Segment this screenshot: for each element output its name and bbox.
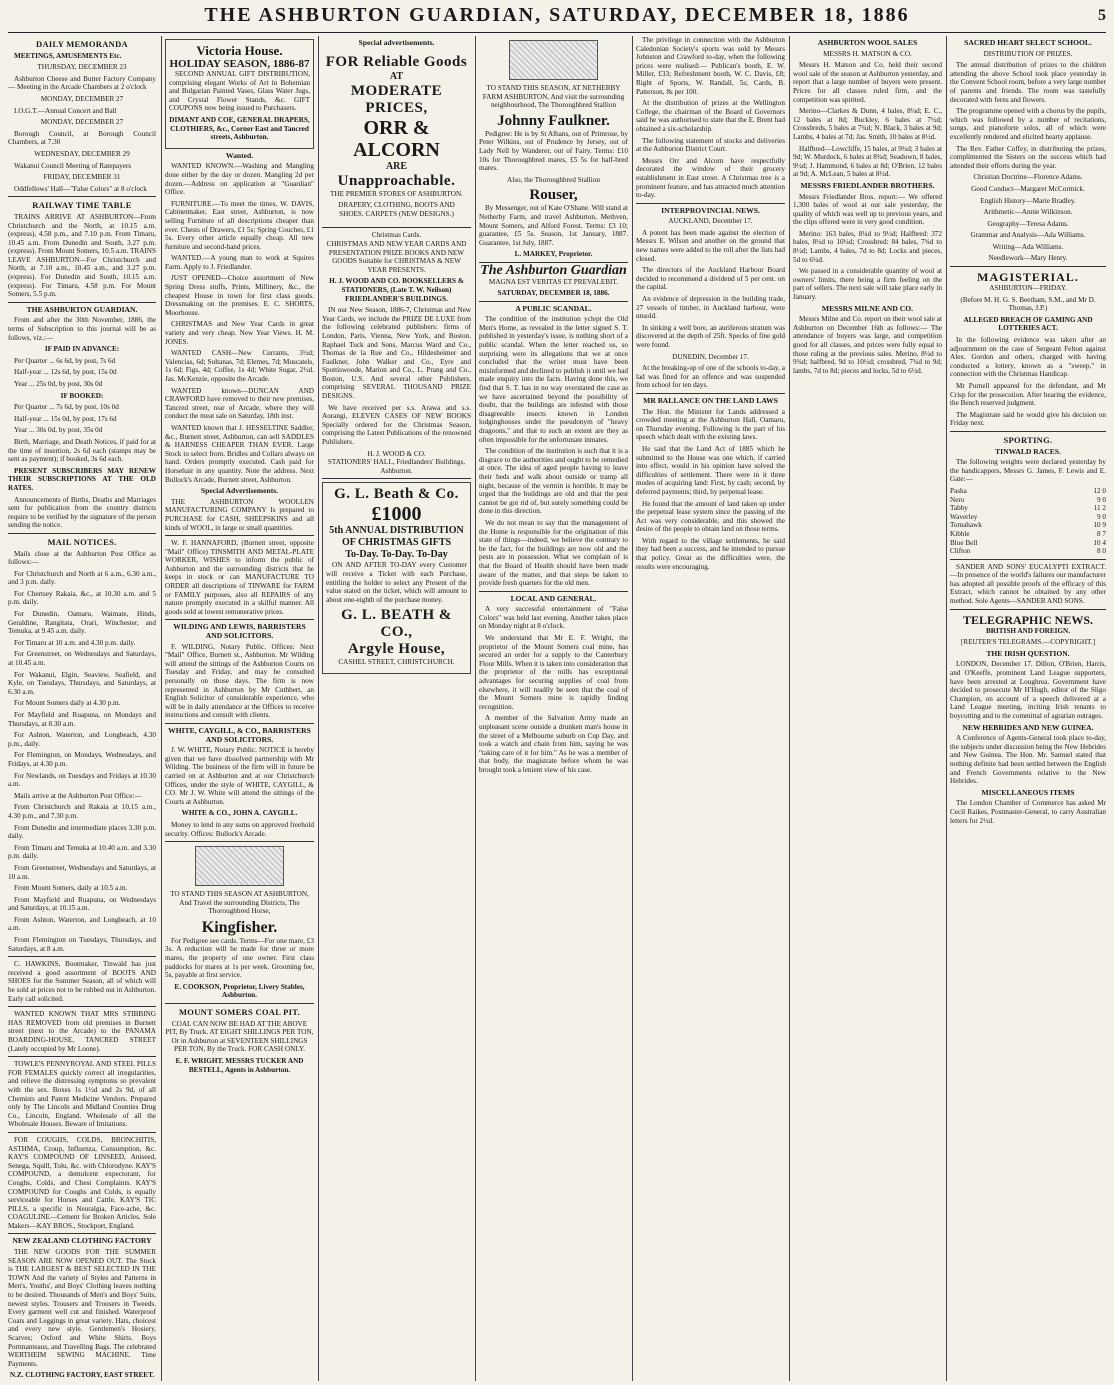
arawa-text: We have received per s.s. Arawa and s.s. Aorangi, ELEVEN CASES OF NEW BOOKS Specially ordered for the Christmas Season, comprising the Latest Publications of the renowned Publishers. bbox=[322, 403, 471, 447]
prize-item: English History—Marie Bradley. bbox=[980, 196, 1076, 205]
divider bbox=[8, 196, 156, 197]
memo-line: Wakanui Council Meeting of Ratepayers bbox=[14, 161, 132, 170]
stores-lines: DRAPERY, CLOTHING, BOOTS AND SHOES. CARPETS (NEW DESIGNS.) bbox=[338, 201, 455, 218]
telegraphic-sub: BRITISH AND FOREIGN. bbox=[985, 626, 1071, 635]
coal-signature: E. F. WRIGHT. MESSRS TUCKER AND BESTELL, Agents in Ashburton. bbox=[175, 1057, 304, 1074]
guardian-text: From and after the 30th November, 1886, the terms of Subscription to this journal will be as follows, viz.:— bbox=[8, 316, 156, 342]
divider bbox=[479, 301, 628, 302]
mail-line: For Newlands, on Tuesdays and Fridays at 10.30 a.m. bbox=[8, 771, 156, 789]
column-rule bbox=[632, 36, 633, 1381]
beath-address: CASHEL STREET, CHRISTCHURCH. bbox=[338, 658, 455, 667]
rouser-body: By Messenger, out of Kate O'Shane. Will stand at Netherby Farm, and travel Ashburton, Methven, Mount Somers, and Alford Forest. Terms: £3 10; guarantee, £5 5s. Season, 1st January, 1887. Guarantee, 1st July, 1887. bbox=[479, 204, 628, 247]
horse-illustration bbox=[509, 40, 598, 80]
scandal-paragraph: We do not mean to say that the management of the Home is responsible for the origination of this state of things—indeed, we believe the contrary to be the fact, for the buildings are now old and the pests are in possession. What we complain of is that the Board of Health should have been made aware of the matter, and that steps be taken to provide fresh quarters for the old men. bbox=[479, 518, 628, 588]
weight-row bbox=[950, 513, 1106, 522]
mail-line: Mails close at the Ashburton Post Office as follows:— bbox=[8, 549, 156, 567]
mail-line: For Greenstreet, on Wednesdays and Saturdays, at 10.45 a.m. bbox=[8, 650, 156, 668]
sacred-heart-paragraph: The programme opened with a chorus by the pupils, which was followed by a number of recitations, songs, and pianoforte solos, all of which were excellently rendered and elicited hearty applause. bbox=[950, 107, 1106, 141]
column-7 bbox=[950, 36, 1106, 1381]
horse-weight: 9 0 bbox=[1097, 512, 1106, 521]
ballance-heading: MR BALLANCE ON THE LAND LAWS bbox=[643, 395, 778, 405]
mail-line: For Dunedin, Oamaru, Waimate, Hinds, Geraldine, Rangitata, Orari, Winchester, and Temuka, at 9.45 a.m. daily. bbox=[8, 610, 156, 636]
mail-line: Mails arrive at the Ashburton Post Office:— bbox=[14, 791, 142, 800]
mail-line: From Flemington on Tuesdays, Thursdays, and Saturdays, at 8 a.m. bbox=[8, 936, 156, 953]
coal-text: COAL CAN NOW BE HAD AT THE ABOVE PIT, By Truck. AT EIGHT SHILLINGS PER TON, Or in Ashburton at SEVENTEEN SHILLINGS PER TON, By the Truck. FOR CASH ONLY. bbox=[165, 1019, 314, 1054]
towles-ad: TOWLE'S PENNYROYAL AND STEEL PILLS FOR FEMALES quickly correct all irregularities, and relieve the distressing symptoms so prevalent with the sex. Boxes 1s 1½d and 2s 9d, of all Chemists and Patent Medicine Vendors. Prepared only by The Lincoln and Midland Counties Drug Co., Lincoln, England. Wholesale of all the Wholesale Houses. Beware of Imitations. bbox=[8, 1060, 156, 1129]
misc-heading: MISCELLANEOUS ITEMS bbox=[981, 787, 1075, 797]
editorial-date: SATURDAY, DECEMBER 18, 1886. bbox=[497, 289, 610, 298]
horse-weight: 8 7 bbox=[1097, 529, 1106, 538]
mail-line: For Mount Somers daily at 4.30 p.m. bbox=[14, 699, 121, 708]
irish-text: LONDON, December 17. Dillon, O'Brien, Harris, and O'Keeffe, prominent Land League supporters, have been arrested at Loughrea. Government have decided to prosecute Mr H'Hugh, editor of the Sligo Champion, on account of a speech delivered at a Land League meeting, inciting Irish tenants to boycotting and to the committal of agrarian outrages. bbox=[950, 660, 1106, 720]
victoria-house-ad bbox=[165, 39, 314, 149]
scandal-paragraph: The condition of the institution yclept the Old Men's Home, as revealed in the letter signed S. T. published in yesterday's issue, is nothing short of a public scandal. When the letter reached us, so surprising were its allegations that we at once concluded that the writer must have been misinformed and declined to publish it until we had made enquiry into the facts. Having done this, we find that S. T. has in no way overstated the case as we have ascertained beyond the possibility of doubt, that the buildings are infested with those disagreeable insects known in London lodginghouses under the pseudonym of "heavy dragoons," and that to such an extent are they as often impossible for the unfortunate inmates. bbox=[479, 315, 628, 444]
ballance-paragraph: With regard to the village settlements, he said they had been a success, and he intended to pursue that policy. Great as the difficulties were, the results were encouraging. bbox=[636, 536, 785, 571]
divider bbox=[950, 431, 1106, 432]
inter-paragraph: In sinking a well bore, an auriferous stratum was discovered at the depth of 25ft. Specks of fine gold were found. bbox=[636, 323, 785, 349]
divider bbox=[165, 723, 314, 724]
magisterial-paragraph: In the following evidence was taken after an adjournment on the case of Sergeant Felton against Alex. Gordon and others, charged with having conducted a lottery, known as a "sweep," in connection with the Christmas Handicap. bbox=[950, 336, 1106, 379]
local-paragraph: We understand that Mr E. F. Wright, the proprietor of the Mount Somers coal mine, has secured an order for a supply to the Canterbury Flour Mills. When it is taken into consideration that the proprietor of the mills has exceptional advantages for securing supplies of coal from elsewhere, it will readily be seen that the coal of the Mount Somers mine is rapidly finding recognition. bbox=[479, 634, 628, 711]
sacred-heart-sub: DISTRIBUTION OF PRIZES. bbox=[983, 49, 1073, 58]
mail-line: For Wakanui, Elgin, Seaview, Seafield, and Kyle, on Tuesdays, Thursdays, and Saturdays, at 6.30 a.m. bbox=[8, 670, 156, 696]
beath-distribution: 5th ANNUAL DISTRIBUTION OF CHRISTMAS GIFTS bbox=[329, 525, 464, 549]
wool-paragraph: Messrs H. Matson and Co. held their second wool sale of the season at Ashburton yesterday, and report that a large number of buyers were present. Prices for all classes ruled firm, and the competition was spirited. bbox=[793, 61, 942, 104]
mail-line: For Christchurch and North at 6 a.m., 6.30 a.m., and 3 p.m. daily. bbox=[8, 569, 156, 587]
horse-name: Clifton bbox=[950, 547, 971, 556]
inter-heading: INTERPROVINCIAL NEWS. bbox=[661, 205, 760, 215]
rouser-title: Rouser, bbox=[529, 187, 578, 204]
rate-line: Year ... 30s 0d, by post, 35s 0d bbox=[14, 426, 103, 435]
column-2 bbox=[165, 36, 314, 1381]
beath-body: ON AND AFTER TO-DAY every Customer will receive a Ticket with each Purchase, entitling the holder to select any Present of the value stated on the ticket, which will amount to about one-eighth of the purchase money. bbox=[326, 561, 467, 604]
mail-line: For Ashton, Waterton, and Longbeach, 4.30 p.m., daily. bbox=[8, 731, 156, 748]
weights-table bbox=[950, 487, 1106, 556]
prize-item: Arithmetic—Annie Wilkinson. bbox=[983, 208, 1073, 217]
scandal-heading: A PUBLIC SCANDAL. bbox=[515, 303, 592, 313]
divider bbox=[165, 841, 314, 842]
horse-weight: 12 0 bbox=[1093, 486, 1106, 495]
horse-name: Tomahawk bbox=[950, 521, 982, 530]
divider bbox=[636, 203, 785, 204]
mail-line: For Mayfield and Ruapuna, on Mondays and Thursdays, at 8.30 a.m. bbox=[8, 711, 156, 728]
ballance-paragraph: He said that the Land Act of 1885 which he submitted to the House was one which, if carried into effect, would in his opinion have solved the difficulties of settlement. There were in it three modes of acquiring land: First, by cash; second, by deferred payments; third, by perpetual lease. bbox=[636, 444, 785, 496]
hj-wood-body: IN our New Season, 1886-7, Christmas and New Year Cards, we include the PRIZE DE LUXE from the following celebrated publishers: firms of London, Paris, Vienna, New York, and Boston. Raphael Tuck and Sons, Marcus Ward and Co., Thomas de la Rue and Co., Hildesheimer and Faulkner, John Walker and Co., Eyre and Spottiswoode, Marion and Co., L. Prang and Co., Boston, U.S. And several other Publishers, comprising SEVERAL THOUSAND PRIZE DESIGNS. bbox=[322, 306, 471, 401]
beath-ad bbox=[322, 482, 471, 674]
mail-line: From Dunedin and intermediate places 3.30 p.m. daily. bbox=[8, 823, 156, 841]
mail-line: For Chertsey Rakaia, &c., at 10.30 a.m. and 5 p.m. daily. bbox=[8, 589, 156, 607]
unapproachable: Unapproachable. bbox=[337, 172, 456, 189]
reliable-goods: FOR Reliable Goods bbox=[325, 53, 468, 70]
hebrides-heading: NEW HEBRIDES AND NEW GUINEA. bbox=[962, 722, 1094, 732]
inter-paragraph: At the breaking-up of one of the schools to-day, a lad was fined for an offence and was suspended from school for ten days. bbox=[636, 364, 785, 390]
memo-line: THURSDAY, DECEMBER 23 bbox=[37, 63, 127, 72]
mail-heading: MAIL NOTICES. bbox=[47, 536, 117, 547]
railway-text: TRAINS ARRIVE AT ASHBURTON—From Christchurch and the North, at 10.15 a.m. (express), 4.58 p.m., and 7.10 p.m. From Timaru, 10.45 a.m. From Dunedin and South, 3.27 p.m. (express). From Mount Somers, 10.5 a.m. TRAINS LEAVE ASHBURTON—For Christchurch and North, at 7.10 a.m., 10.45 a.m., and 3.27 p.m. (express). For Dunedin and South, 10.15 a.m. (express). For Timaru, 4.58 p.m. For Mount Somers, 5.5 p.m. bbox=[8, 212, 156, 299]
kingfisher-body: For Pedigree see cards. Terms—For one mare, £3 3s. A reduction will be made for three or more mares, the property of one owner. First class paddocks for mares at 1s per week. Grooming fee, 5s, payable at first service. bbox=[165, 936, 314, 980]
hawkins-ad: C. HAWKINS, Bootmaker, Tinwald has just received a good assortment of BOOTS AND SHOES for the Summer Season, all of which will be sold at prices not to be rubbed out in Ashburton. Early call solicited. bbox=[8, 960, 156, 1003]
johnny-title: Johnny Faulkner. bbox=[497, 112, 610, 129]
inter-paragraph: The directors of the Auckland Harbour Board decided to recommend a dividend of 5 per cent. on the capital. bbox=[636, 266, 785, 292]
horse-name: Waverley bbox=[950, 512, 978, 521]
sanders-ad: SANDER AND SONS' EUCALYPTI EXTRACT.—In presence of the world's failures our manufacturer has adopted all possible proofs of the efficacy of this Extract, which cannot be obtained by any other method. Sole Agents—SANDER AND SONS. bbox=[950, 562, 1106, 606]
page-number: 5 bbox=[1098, 7, 1106, 24]
horse-weight: 10 9 bbox=[1093, 521, 1106, 530]
wanted-known-ad: WANTED KNOWN THAT MRS STIBBING HAS REMOVED from old premises in Burnett street (next to the Arcade) to the PANAMA BOARDING-HOUSE, TANCRED STREET (Lately occupied by Mr Loone). bbox=[8, 1010, 156, 1053]
inter-date: AUCKLAND, December 17. bbox=[668, 217, 753, 226]
births-text: Birth, Marriage, and Death Notices, if paid for at the time of insertion, 2s 6d each (stamps may be sent as payment); if booked, 3s 6d each. bbox=[8, 437, 156, 464]
hebrides-text: A Conference of Agents-General took place to-day, the subjects under discussion being the New Hebrides and New Guinea. The Hon. Mr. Samuel stated that nothing definite had been settled between the English and French Governments relative to the New Hebrides. bbox=[950, 734, 1106, 786]
column-4 bbox=[479, 36, 628, 1381]
white-text: J. W. WHITE, Notary Public. NOTICE is hereby given that we have dissolved partnership with Mr Wilding. The business of the firm will in future be carried on at Ashburton and at our Christchurch Offices, under the style of WHITE, CAYGILL, & CO. Mr J. W. White will attend the sittings of the Courts at Ashburton. bbox=[165, 746, 314, 806]
paper-title: The Ashburton Guardian bbox=[480, 262, 627, 278]
weight-row bbox=[950, 530, 1106, 539]
wanted-heading: Wanted. bbox=[225, 150, 254, 160]
column-1 bbox=[8, 36, 156, 1381]
divider bbox=[8, 1006, 156, 1007]
mail-line: From Mount Somers, daily at 10.5 a.m. bbox=[14, 884, 128, 893]
divider bbox=[8, 533, 156, 534]
telegraphic-heading: TELEGRAPHIC NEWS. bbox=[962, 612, 1094, 627]
prize-item: Grammar and Analysis—Ada Williams. bbox=[970, 231, 1086, 240]
irish-heading: THE IRISH QUESTION. bbox=[986, 648, 1070, 658]
horse-weight: 11 2 bbox=[1093, 504, 1106, 513]
rate-line: Per Quarter ... 6s 6d, by post, 7s 6d bbox=[14, 356, 116, 365]
rates-heading: IF BOOKED: bbox=[60, 391, 104, 400]
friedlander-paragraph: Merino: 163 bales, 8¼d to 9½d; Halfbred: 372 bales, 8½d to 10¼d; Crossbred: 84 bales, 7¾d to 8½d; Lambs, 4 bales, 7d to 8d; Locks and pieces, 5d to 6¼d. bbox=[793, 229, 942, 264]
local-paragraph: A member of the Salvation Army made an unpleasant scene outside a drunken man's house in the street of a Melbourne suburb on Cup Day, and took a watch and chain from him, saying he was "taking care of it for him." As he was a member of that body, the magistrate before whom he was brought took a lenient view of his case. bbox=[479, 714, 628, 774]
divider bbox=[950, 266, 1106, 267]
wanted-item: WANTED KNOWN.—Washing and Mangling done either by the day or dozen. Mangling 2d per dozen.—Address on application at "Guardian" Office. bbox=[165, 162, 314, 197]
johnny-intro: TO STAND THIS SEASON, AT NETHERBY FARM ASHBURTON, And visit the surrounding neighbourhood, The Thoroughbred Stallion bbox=[482, 84, 625, 110]
inter-paragraph: An evidence of depression in the building trade, 27 vessels of timber, in Auckland harbour, were unsold. bbox=[636, 295, 785, 321]
memo-line: I.O.G.T.—Annual Concert and Ball bbox=[14, 106, 117, 115]
rate-line: Year ... 25s 0d, by post, 30s 0d bbox=[14, 380, 103, 388]
beath-today: To-Day. To-Day. To-Day bbox=[345, 549, 448, 561]
victoria-house-signature: DIMANT AND COE, GENERAL DRAPERS, CLOTHIERS, &c., Corner East and Tancred streets, Ashburton. bbox=[169, 115, 310, 142]
orr-alcorn-ad bbox=[322, 51, 471, 225]
mail-line: For Flemington, on Mondays, Wednesdays, and Fridays, at 4.30 p.m. bbox=[8, 751, 156, 768]
wanted-item: FURNITURE.—To meet the times, W. DAVIS, Cabinetmaker, East street, Ashburton, is now selling Furniture of all descriptions cheaper than ever. Chests of Drawers, £1 5s; Spring Couches, £1 5s. Every other article equally cheap. All new furniture and second-hand prices. bbox=[165, 199, 314, 251]
weight-row bbox=[950, 487, 1106, 496]
announce-text: Announcements of Births, Deaths and Marriages sent for publication from the country districts require to be verified by the signature of the person sending the notice. bbox=[8, 495, 156, 530]
mail-line: For Timaru at 10 a.m. and 4.30 p.m. daily. bbox=[14, 638, 136, 647]
tinwald-text: The following weights were declared yesterday by the handicappers, Messrs G. James, F. Lewis and E. Gate:— bbox=[950, 458, 1106, 484]
woollen-ad: THE ASHBURTON WOOLLEN MANUFACTURING COMPANY Is prepared to PURCHASE for CASH, SHEEPSKINS and all kinds of WOOL, in large or small quantities. bbox=[165, 497, 314, 532]
column-rule bbox=[318, 36, 319, 1381]
nz-clothing-footer: N.Z. CLOTHING FACTORY, EAST STREET. bbox=[9, 1371, 155, 1380]
weight-row bbox=[950, 504, 1106, 513]
white-heading: WHITE, CAYGILL, & CO., BARRISTERS AND SOLICITORS. bbox=[168, 725, 311, 744]
friedlander-heading: MESSRS FRIEDLANDER BROTHERS. bbox=[800, 180, 935, 190]
inter-paragraph: DUNEDIN, December 17. bbox=[672, 352, 749, 361]
divider bbox=[165, 619, 314, 620]
rouser-intro: Also, the Thoroughbred Stallion bbox=[507, 175, 600, 184]
nz-clothing-text: THE NEW GOODS FOR THE SUMMER SEASON ARE NOW OPENED OUT. The Stock is THE LARGEST & BEST SELECTED IN THE TOWN And the variety of Styles and Patterns in Men's, Youths', and Boys' Clothing leaves nothing to be desired. Thousands of Men's and Boys' Suits, newest styles. Trousers and Trousers in Tweeds. Every garment well cut and finished. Waterproof Coats and Leggings in great variety. Hats, choicest and every new style. Gentlemen's Hosiery, Scarves; Oxford and White Shirts. Boys Portmanteaus, and Travelling Bags. The celebrated WERTHEIM SEWING MACHINE. Time Payments. bbox=[8, 1248, 156, 1368]
divider bbox=[950, 609, 1106, 610]
wanted-item: WANTED CASH—New Currants, 3½d; Valencias, 6d; Sultanas, 7d; Elemes, 7d; Muscatels, 1s 6d; Figs, 4d; Coffee, 1s 4d; White Sugar, 2½d. Jas. McKenzie, opposite the Arcade. bbox=[165, 349, 314, 383]
divider bbox=[322, 227, 471, 228]
moderate-prices: MODERATE PRICES, bbox=[350, 82, 443, 116]
xmas-cards-text: CHRISTMAS AND NEW YEAR CARDS AND PRESENTATION PRIZE BOOKS AND NEW GOODS Suitable for CHRISTMAS & NEW YEAR PRESENTS. bbox=[326, 239, 467, 274]
wanted-item: WANTED known that J. HESSELTINE Saddler, &c., Burnett street, Ashburton, can sell SADDLES & HARNESS CHEAPER THAN EVER. Large Stock to select from. Bridles and Collars always on hand. Orders promptly executed. Cash paid for Horsehair in any quantity. Note the address. Next Bullock's Arcade, Burnett street, Ashburton. bbox=[165, 423, 314, 484]
beath-house: Argyle House, bbox=[347, 641, 446, 658]
column-rule bbox=[161, 36, 162, 1381]
divider bbox=[8, 1132, 156, 1133]
masthead-rule bbox=[8, 32, 1106, 33]
kingfisher-signature: E. COOKSON, Proprietor, Livery Stables, Ashburton. bbox=[174, 982, 305, 1000]
masthead bbox=[8, 4, 1106, 30]
wanted-item: JUST OPENED—Choice assortment of New Spring Dress stuffs, Prints, Millinery, &c., the cheapest House in town for first class goods. Dressmaking on the premises. E. C. SHORTS, Moorhouse. bbox=[165, 274, 314, 317]
market-paragraph: The following statement of stocks and deliveries at the Ashburton District Court. bbox=[636, 136, 785, 154]
memo-line: Borough Council, at Borough Council Chambers, at 7.30 bbox=[8, 129, 156, 147]
victoria-house-body: SECOND ANNUAL GIFT DISTRIBUTION, comprising elegant Works of Art in Bohemian and Bulgarian Painted Vases, Glass Water Jugs, and Crystal Flower Stands, &c. GIFT COUPONS now being issued to Purchasers. bbox=[169, 70, 310, 113]
johnny-body: Pedigree: He is by St Albans, out of Primrose, by Peter Wilkins, out of Prudence by Jersey, out of Lady Nell by Wanderer, out of Fairy. Terms: £10 10s for Thoroughbred mares, £5 5s for half-bred mares. bbox=[479, 129, 628, 173]
weight-row bbox=[950, 521, 1106, 530]
rates-heading: IF PAID IN ADVANCE: bbox=[44, 345, 120, 354]
ballance-paragraph: He found that the amount of land taken up under the perpetual lease system since the passing of the Act was very considerable, and this showed the desire of the people to obtain land on those terms. bbox=[636, 499, 785, 534]
column-6 bbox=[793, 36, 942, 1381]
xmas-cards-heading: Christmas Cards. bbox=[371, 231, 422, 240]
prize-item: Writing—Ada Williams. bbox=[992, 242, 1064, 251]
weight-row bbox=[950, 496, 1106, 505]
milne-paragraph: Messrs Milne and Co. report on their wool sale at Ashburton on December 16th as follows:— The attendance of buyers was large, and competition good for all classes, and prices were fully equal to those ruling at the previous sales. Merino, 8¼d to 9¾d; halfbred, 9d to 10½d; crossbred, 7¾d to 9d; lambs, 7d to 8d; pieces and locks, 5d to 6½d. bbox=[793, 315, 942, 375]
magisterial-bench: (Before M. H. G. S. Beetham, S.M., and Mr D. Thomas, J.P.) bbox=[960, 295, 1096, 313]
wool-paragraph: Merino—Clarkes & Dunn, 4 bales, 8¼d; E. C., 12 bales at 8d; Buckley, 6 bales at 7½d; Crossbreds, 5 bales at 7¾d; N. Black, 3 bales at 9d; Lambs, 4 bales at 7d; Jas. Smith, 10 bales at 8½d. bbox=[793, 107, 942, 141]
sporting-heading: SPORTING. bbox=[1003, 434, 1053, 445]
weight-row bbox=[950, 547, 1106, 556]
wool-heading: ASHBURTON WOOL SALES bbox=[817, 38, 918, 47]
horse-name: Kibble bbox=[950, 529, 970, 538]
bodies-paragraph: Messrs Orr and Alcorn have respectfully decorated the window of their grocery establishment in East street. A Christmas tree is a prominent feature, and has attracted much attention to-day. bbox=[636, 156, 785, 200]
beath-heading: G. L. Beath & Co. bbox=[334, 486, 459, 503]
friedlander-paragraph: Messrs Friedlander Bros. report:— We offered 1,300 bales of wool at our sale yesterday, the quality of which was well up to previous years, and the clips offered were in very good condition. bbox=[793, 192, 942, 227]
mail-line: From Mayfield and Ruapuna, on Wednesdays and Saturdays, at 10.15 a.m. bbox=[8, 895, 156, 913]
horse-name: Nero bbox=[950, 495, 965, 504]
scandal-paragraph: The condition of the institution is such that it is a disgrace to the authorities and ought to be remedied at once. The idea of aged people having to leave their beds and walk about outside or tramp all night, because of the vermin is horrible. It may be urged that the buildings are old and that the pest cannot be got rid of, but surely something could be done in this direction. bbox=[479, 447, 628, 516]
memo-line: MONDAY, DECEMBER 27 bbox=[40, 94, 124, 103]
special-heading: Special Advertisements. bbox=[200, 486, 279, 496]
local-heading: LOCAL AND GENERAL. bbox=[510, 593, 597, 603]
hj-wood-heading: H. J. WOOD AND CO. BOOKSELLERS & STATIONERS, (Late T. W. Neilson) FRIEDLANDER'S BUILDINGS. bbox=[329, 277, 464, 303]
divider bbox=[322, 478, 471, 479]
prize-item: Geography—Teresa Adams. bbox=[987, 219, 1069, 228]
horse-name: Tabby bbox=[950, 504, 968, 513]
divider bbox=[8, 1056, 156, 1057]
premier-stores: THE PREMIER STORES OF ASHBURTON. bbox=[330, 189, 463, 198]
horse-weight: 9 0 bbox=[1097, 495, 1106, 504]
kingfisher-intro: TO STAND THIS SEASON AT ASHBURTON, And Travel the surrounding Districts, The Thoroughbred Horse, bbox=[170, 890, 309, 916]
wilding-text: F. WILDING, Notary Public. Offices: Next "Mail" Office, Burnett st., Ashburton. Mr Wilding will attend the sittings of the Ashburton Courts on Tuesday and Friday, and may be consulted personally on those days. The firm is now represented in Ashburton by Mr Cuthbert, an English Solicitor of considerable experience, who will be in daily attendance at the Offices to receive instructions and consult with clients. bbox=[165, 642, 314, 720]
tinwald-heading: TINWALD RACES. bbox=[995, 446, 1061, 456]
hannaford-ad: W. F. HANNAFORD, (Burnett street, opposite "Mail" Office) TINSMITH AND METAL-PLATE WORKER, WISHES to inform the public of Ashburton and the surrounding districts that he keeps in stock or can MANUFACTURE TO ORDER all descriptions of TINWARE for FARM or FAMILY purposes, also all REPAIRS of any nature promptly executed in a skilful manner. All goods sold at lowest remunerative prices. bbox=[165, 539, 314, 616]
column-3 bbox=[322, 36, 471, 1381]
mail-line: From Ashton, Waterton, and Longbeach, at 10 a.m. bbox=[8, 915, 156, 933]
paper-motto: MAGNA EST VERITAS ET PREVALEBIT. bbox=[488, 277, 619, 286]
divider bbox=[8, 956, 156, 957]
wanted-item: WANTED.—A young man to work at Squires Farm. Apply to J. Friedlander. bbox=[165, 254, 314, 271]
rate-line: Half-year ... 12s 6d, by post, 15s 0d bbox=[14, 368, 117, 377]
railway-heading: RAILWAY TIME TABLE bbox=[32, 200, 132, 211]
memo-line: MONDAY, DECEMBER 27 bbox=[40, 118, 124, 127]
divider bbox=[636, 393, 785, 394]
beath-big: G. L. BEATH & CO., bbox=[341, 607, 452, 641]
intro-paragraph: The privilege in connection with the Ashburton Caledonian Society's sports was sold by Messrs Johnston and Crawford to-day, when the following prices were realised:— Publican's booth, E. W. Miller, £33; Refreshment booth, W. C. Davis, £8; Right of Sports, W. Randall, 5s; Cards, B. Patterson, 8s per 100. bbox=[636, 36, 785, 96]
prize-item: Christian Doctrine—Florence Adams. bbox=[973, 173, 1083, 182]
divider bbox=[8, 1233, 156, 1234]
hj-wood-sub: STATIONERS' HALL, Friedlanders' Buildings, Ashburton. bbox=[327, 458, 466, 475]
sacred-heart-paragraph: The Rev. Father Coffey, in distributing the prizes, complimented the Sisters on the success which had attended their efforts during the year. bbox=[950, 144, 1106, 170]
wool-subheading: MESSRS H. MATSON & CO. bbox=[823, 49, 912, 58]
wanted-item: CHRISTMAS and New Year Cards in great variety and very cheap. New Year Views. H. M. JONES. bbox=[165, 320, 314, 346]
column-rule bbox=[475, 36, 476, 1381]
coal-heading: MOUNT SOMERS COAL PIT. bbox=[178, 1007, 301, 1018]
hj-wood-big: H. J. WOOD & CO. bbox=[367, 449, 426, 458]
divider bbox=[165, 535, 314, 536]
inter-paragraph: A potent has been made against the election of Messrs E. Wilson and another on the ground that new names were added to the roll after the lists had closed. bbox=[636, 228, 785, 263]
victoria-house-title: Victoria House. bbox=[196, 43, 283, 58]
masthead-title: THE ASHBURTON GUARDIAN, SATURDAY, DECEMBER 18, 1886 bbox=[204, 4, 910, 26]
magisterial-paragraph: The Magistrate said he would give his decision on Friday next. bbox=[950, 410, 1106, 428]
column-rule bbox=[789, 36, 790, 1381]
memo-line: MEETINGS, AMUSEMENTS Etc. bbox=[14, 51, 122, 60]
are-text: ARE bbox=[385, 160, 408, 172]
at-text: AT bbox=[389, 70, 404, 82]
nz-clothing-heading: NEW ZEALAND CLOTHING FACTORY bbox=[12, 1236, 152, 1246]
horse-weight: 8 0 bbox=[1097, 547, 1106, 556]
divider bbox=[165, 1003, 314, 1004]
rate-line: Per Quarter ... 7s 6d, by post, 10s 0d bbox=[14, 403, 119, 412]
horse-weight: 10 4 bbox=[1093, 538, 1106, 547]
column-5 bbox=[636, 36, 785, 1381]
white-signature: WHITE & CO., JOHN A. CAYGILL. bbox=[181, 809, 298, 818]
magisterial-heading: MAGISTERIAL. bbox=[977, 270, 1079, 285]
sacred-heart-heading: SACRED HEART SELECT SCHOOL. bbox=[964, 38, 1092, 47]
magisterial-paragraph: Mr Purnell appeared for the defendant, and Mr Crisp for the prosecution. After hearing the evidence, the Bench reserved judgment. bbox=[950, 382, 1106, 408]
orr-alcorn-title: ORR & ALCORN bbox=[353, 116, 440, 161]
magisterial-case: ALLEGED BREACH OF GAMING AND LOTTERIES ACT. bbox=[963, 315, 1093, 333]
memo-heading: DAILY MEMORANDA bbox=[36, 39, 128, 49]
wilding-heading: WILDING AND LEWIS, BARRISTERS AND SOLICITORS. bbox=[173, 622, 306, 641]
victoria-house-subtitle: HOLIDAY SEASON, 1886-87 bbox=[169, 58, 310, 70]
horse-name: Pasha bbox=[950, 486, 967, 495]
divider bbox=[479, 591, 628, 592]
sacred-heart-paragraph: The annual distribution of prizes to the children attending the above School took place yesterday in the Convent School room, before a very large number of parents and friends. The room was tastefully decorated with ferns and flowers. bbox=[950, 61, 1106, 104]
ballance-paragraph: The Hon. the Minister for Lands addressed a crowded meeting at the Ashburton Hall, Oamaru, on Thursday evening. Following is the part of his speech which dealt with the existing laws. bbox=[636, 407, 785, 442]
wanted-item: WANTED known—DUNCAN AND CRAWFORD have removed to their new premises, Tancred street, rear of Arcade, where they will conduct the meat sale on Saturday, 18th inst. bbox=[165, 386, 314, 421]
special-heading: Special advertisements. bbox=[358, 38, 435, 47]
memo-line: WEDNESDAY, DECEMBER 29 bbox=[34, 149, 130, 158]
memo-line: FRIDAY, DECEMBER 31 bbox=[43, 173, 121, 182]
prize-paragraph: At the distribution of prizes at the Wellington College, the chairman of the Board of Governors said he was authorised to state that the E. Brent had obtained a six-scholarship. bbox=[636, 99, 785, 133]
prize-item: Needlework—Mary Henry. bbox=[988, 254, 1068, 263]
weight-row bbox=[950, 539, 1106, 548]
rouser-signature: L. MARKEY, Proprietor. bbox=[514, 250, 593, 259]
wool-paragraph: Halfbred—Lowcliffe, 15 bales, at 9¾d; 3 bales at 9d; W. Murdock, 6 bales at 8¾d; Seadown, 8 bales, 9½d; J. Hammond, 6 bales at 8d; O'Brien, 12 bales at 9d; A. McLean, 5 bales at 8½d. bbox=[793, 144, 942, 179]
beath-amount: £1000 bbox=[371, 503, 422, 526]
misc-text: The London Chamber of Commerce has asked Mr Cecil Raikes, Postmaster-General, to carry Australian letters for 2½d. bbox=[950, 799, 1106, 825]
kingfisher-title: Kingfisher. bbox=[201, 918, 278, 936]
mail-line: From Timaru and Temuka at 10.40 a.m. and 3.30 p.m. daily. bbox=[8, 843, 156, 861]
memo-line: Ashburton Cheese and Butter Factory Company — Meeting in the Arcade Chambers at 2 o'clock bbox=[8, 74, 156, 92]
milne-heading: MESSRS MILNE AND CO. bbox=[821, 303, 914, 313]
friedlander-paragraph: We passed in a considerable quantity of wool at owners' limits, there being a firm feeling on the part of sellers. The next sale will take place early in January. bbox=[793, 267, 942, 302]
horse-name: Blue Bell bbox=[950, 538, 978, 547]
divider bbox=[8, 302, 156, 303]
money-text: Money to lend in any sums on approved freehold security. Offices: Bullock's Arcade. bbox=[165, 820, 314, 838]
memo-line: Oddfellows' Hall—"False Colors" at 8 o'clock bbox=[14, 184, 147, 193]
mail-line: From Greenstreet, Wednesdays and Saturdays, at 10 a.m. bbox=[8, 863, 156, 881]
telegraphic-credit: [REUTER'S TELEGRAMS.—COPYRIGHT.] bbox=[960, 638, 1096, 647]
subscribers-text: PRESENT SUBSCRIBERS MAY RENEW THEIR SUBSCRIPTIONS AT THE OLD RATES. bbox=[8, 466, 156, 492]
horse-illustration bbox=[195, 846, 284, 886]
magisterial-sub: ASHBURTON—FRIDAY. bbox=[989, 284, 1067, 293]
rate-line: Half-year ... 15s 0d, by post, 17s 6d bbox=[14, 414, 117, 423]
coughs-ad: FOR COUGHS, COLDS, BRONCHITIS, ASTHMA, Croup, Influenza, Consumption, &c. KAY'S COMPOUND OF LINSEED, Aniseed, Senega, Squill, Tolu, &c. with Chlorodyne. KAY'S COMPOUND, a demulcent expectorant, for Coughs, Colds, and Chest Complaints. KAY'S COMPOUND for Coughs and Colds, is equally serviceable for Horses and Cattle. KAY'S TIC PILLS, a specific in Neuralgia, Face-ache, &c. COAGULINE—Cement for Broken Articles. Sole Makers—KAY BROS., Stockport, England. bbox=[8, 1135, 156, 1230]
mail-line: From Christchurch and Rakaia at 10.15 a.m., 4.30 p.m., and 7.30 p.m. bbox=[8, 803, 156, 820]
guardian-heading: THE ASHBURTON GUARDIAN. bbox=[26, 304, 138, 314]
prize-item: Good Conduct—Margaret McCormick. bbox=[971, 184, 1085, 193]
divider bbox=[950, 559, 1106, 560]
column-rule bbox=[946, 36, 947, 1381]
local-paragraph: A very successful entertainment of "False Colors" was held last evening. Another takes place on Monday night at 8 o'clock. bbox=[479, 605, 628, 631]
